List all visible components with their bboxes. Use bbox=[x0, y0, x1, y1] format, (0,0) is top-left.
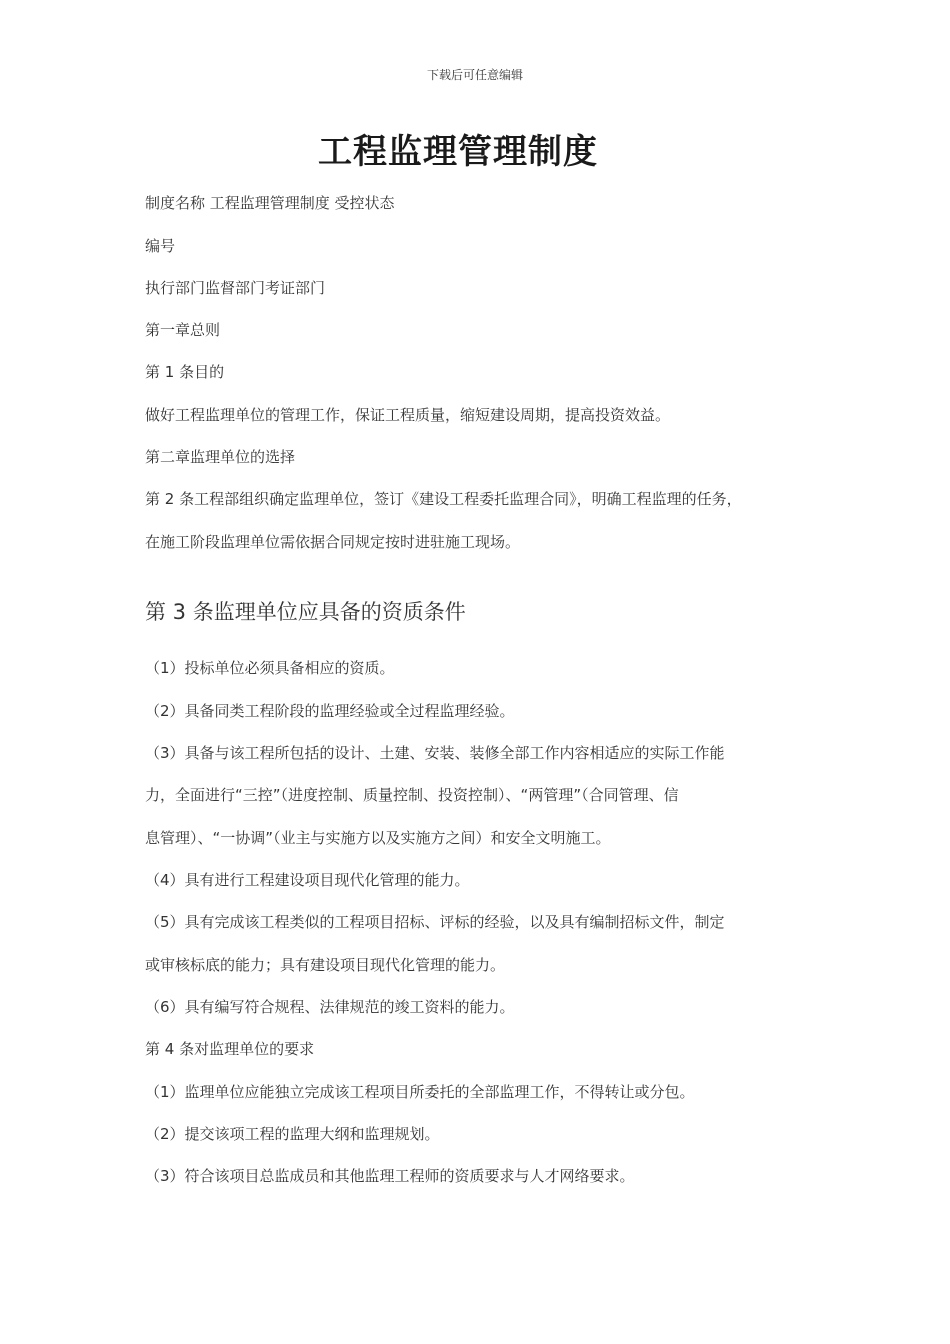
paragraph: 执行部门监督部门考证部门 bbox=[145, 279, 326, 297]
list-item: （1）投标单位必须具备相应的资质。 bbox=[145, 659, 395, 677]
paragraph: 第 2 条工程部组织确定监理单位，签订《建设工程委托监理合同》，明确工程监理的任务， bbox=[145, 490, 742, 508]
list-item: （2）具备同类工程阶段的监理经验或全过程监理经验。 bbox=[145, 702, 515, 720]
paragraph: 做好工程监理单位的管理工作，保证工程质量，缩短建设周期，提高投资效益。 bbox=[145, 406, 671, 424]
paragraph: 编号 bbox=[145, 237, 176, 255]
chapter-heading: 第一章总则 bbox=[145, 321, 221, 339]
paragraph: 在施工阶段监理单位需依据合同规定按时进驻施工现场。 bbox=[145, 533, 521, 551]
list-item: （3）具备与该工程所包括的设计、土建、安装、装修全部工作内容相适应的实际工作能 bbox=[145, 744, 725, 762]
list-item: （2）提交该项工程的监理大纲和监理规划。 bbox=[145, 1125, 440, 1143]
paragraph: 制度名称 工程监理管理制度 受控状态 bbox=[145, 194, 395, 212]
document-title: 工程监理管理制度 bbox=[318, 132, 598, 172]
article-heading: 第 1 条目的 bbox=[145, 363, 225, 381]
list-item: （4）具有进行工程建设项目现代化管理的能力。 bbox=[145, 871, 470, 889]
list-item: （3）符合该项目总监成员和其他监理工程师的资质要求与人才网络要求。 bbox=[145, 1167, 635, 1185]
header-note: 下载后可任意编辑 bbox=[426, 68, 523, 82]
list-item-continued: 或审核标底的能力；具有建设项目现代化管理的能力。 bbox=[145, 956, 506, 974]
article-heading-large: 第 3 条监理单位应具备的资质条件 bbox=[145, 600, 466, 624]
list-item-continued: 息管理）、“一协调”（业主与实施方以及实施方之间）和安全文明施工。 bbox=[145, 829, 611, 847]
list-item: （5）具有完成该工程类似的工程项目招标、评标的经验，以及具有编制招标文件，制定 bbox=[145, 913, 725, 931]
list-item-continued: 力，全面进行“三控”（进度控制、质量控制、投资控制）、“两管理”（合同管理、信 bbox=[145, 786, 679, 804]
list-item: （1）监理单位应能独立完成该工程项目所委托的全部监理工作，不得转让或分包。 bbox=[145, 1083, 695, 1101]
chapter-heading: 第二章监理单位的选择 bbox=[145, 448, 296, 466]
article-heading: 第 4 条对监理单位的要求 bbox=[145, 1040, 315, 1058]
list-item: （6）具有编写符合规程、法律规范的竣工资料的能力。 bbox=[145, 998, 515, 1016]
